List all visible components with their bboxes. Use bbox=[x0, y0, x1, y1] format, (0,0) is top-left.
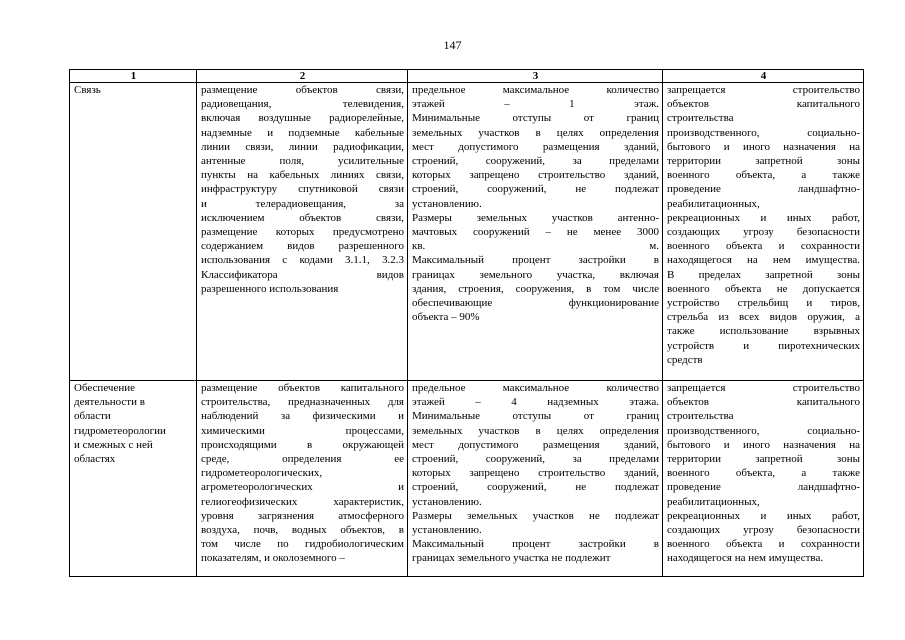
cell-text-line: земельных участков в целях определения bbox=[412, 126, 659, 139]
cell-text-line: гелиогеофизических характеристик, bbox=[201, 495, 404, 508]
cell-text-line: рекреационных и иных работ, bbox=[667, 509, 860, 522]
cell-text-line: среде, определения ее bbox=[201, 453, 404, 466]
cell-text-line: Максимальный процент застройки в bbox=[412, 254, 659, 267]
parameters-cell bbox=[408, 381, 663, 577]
column-header-1: 1 bbox=[70, 70, 197, 83]
cell-text-line: находящегося на нем имущества. bbox=[667, 254, 860, 267]
cell-text-line: объектов капитального bbox=[667, 98, 860, 111]
cell-text-line: устройство стрельбищ и тиров, bbox=[667, 297, 860, 310]
cell-text-line: установлению. bbox=[412, 524, 482, 537]
cell-text-line: производственного, социально- bbox=[667, 126, 860, 139]
description-cell bbox=[197, 381, 408, 577]
cell-text-line: которых запрещено строительство зданий, bbox=[412, 467, 659, 480]
cell-text-line: запрещается строительство bbox=[667, 382, 860, 394]
cell-text-line: инфраструктуру спутниковой связи bbox=[201, 183, 404, 196]
cell-text-line: антенные поля, усилительные bbox=[201, 155, 404, 168]
cell-text-line: земельных участков в целях определения bbox=[412, 424, 659, 437]
cell-text-line: Связь bbox=[74, 84, 101, 96]
cell-text-line: проведение ландшафтно- bbox=[667, 481, 860, 494]
cell-text-line: стрельба из всех видов оружия, а bbox=[667, 311, 860, 324]
page-number: 147 bbox=[443, 38, 462, 52]
cell-text-line: строений, сооружений, за пределами bbox=[412, 453, 659, 466]
cell-text-line: предельное максимальное количество bbox=[412, 382, 659, 394]
regulations-table bbox=[69, 69, 864, 577]
cell-text-line: размещение объектов связи, bbox=[201, 84, 404, 96]
cell-text-line: строительства bbox=[667, 410, 734, 423]
cell-text-line: области bbox=[74, 410, 111, 423]
cell-text-line: создающих угрозу безопасности bbox=[667, 524, 860, 537]
cell-text-line: разрешенного использования bbox=[201, 282, 339, 295]
cell-text-line: строений, сооружений, не подлежат bbox=[412, 183, 659, 196]
cell-text-line: наблюдений за физическими и bbox=[201, 410, 404, 423]
cell-text-line: объекта – 90% bbox=[412, 311, 480, 324]
cell-text-line: проведение ландшафтно- bbox=[667, 183, 860, 196]
cell-text-line: производственного, социально- bbox=[667, 424, 860, 437]
cell-text-line: Размеры земельных участков антенно- bbox=[412, 211, 659, 224]
cell-text-line: рекреационных и иных работ, bbox=[667, 211, 860, 224]
restrictions-cell bbox=[663, 83, 864, 381]
cell-text-line: устройств и пиротехнических bbox=[667, 339, 860, 352]
cell-text-line: объектов капитального bbox=[667, 396, 860, 409]
cell-text-line: запрещается строительство bbox=[667, 84, 860, 96]
column-header-3: 3 bbox=[408, 70, 663, 83]
cell-text-line: уровня загрязнения атмосферного bbox=[201, 509, 404, 522]
cell-text-line: химическими процессами, bbox=[201, 424, 404, 437]
cell-text-line: В пределах запретной зоны bbox=[667, 268, 860, 281]
cell-text-line: мест допустимого размещения зданий, bbox=[412, 140, 659, 153]
cell-text-line: территории запретной зоны bbox=[667, 155, 860, 168]
cell-text-line: создающих угрозу безопасности bbox=[667, 226, 860, 239]
cell-text-line: гидрометеорологических, bbox=[201, 467, 323, 480]
column-header-4: 4 bbox=[663, 70, 864, 83]
cell-text-line: находящегося на нем имущества. bbox=[667, 552, 824, 565]
column-header-2: 2 bbox=[197, 70, 408, 83]
cell-text-line: установлению. bbox=[412, 495, 482, 508]
cell-text-line: здания, строения, сооружения, в том числе bbox=[412, 282, 659, 295]
cell-text-line: военного объекта, а также bbox=[667, 467, 860, 480]
cell-text-line: бытового и иного назначения на bbox=[667, 438, 860, 451]
cell-text-line: линии связи, линии радиофикации, bbox=[201, 140, 404, 153]
cell-text-line: границах земельного участка, включая bbox=[412, 268, 659, 281]
cell-text-line: происходящими в окружающей bbox=[201, 438, 404, 451]
cell-text-line: Максимальный процент застройки в bbox=[412, 538, 659, 551]
cell-text-line: строительства, предназначенных для bbox=[201, 396, 404, 409]
cell-text-line: гидрометеорологии bbox=[74, 424, 166, 437]
use-type-cell bbox=[70, 83, 197, 381]
cell-text-line: установлению. bbox=[412, 197, 482, 210]
cell-text-line: показателям, и околоземного – bbox=[201, 552, 345, 565]
table-row bbox=[70, 381, 864, 577]
cell-text-line: реабилитационных, bbox=[667, 197, 760, 210]
cell-text-line: деятельности в bbox=[74, 396, 145, 409]
cell-text-line: и телерадиовещания, за bbox=[201, 197, 404, 210]
cell-text-line: бытового и иного назначения на bbox=[667, 140, 860, 153]
cell-text-line: Размеры земельных участков не подлежат bbox=[412, 509, 659, 522]
cell-text-line: предельное максимальное количество bbox=[412, 84, 659, 96]
cell-text-line: этажей – 1 этаж. bbox=[412, 98, 659, 111]
cell-text-line: Минимальные отступы от границ bbox=[412, 112, 659, 125]
table-row bbox=[70, 83, 864, 381]
cell-text-line: строений, сооружений, за пределами bbox=[412, 155, 659, 168]
cell-text-line: мачтовых сооружений – не менее 3000 bbox=[412, 226, 659, 239]
cell-text-line: и смежных с ней bbox=[74, 438, 153, 451]
cell-text-line: радиовещания, телевидения, bbox=[201, 98, 404, 111]
cell-text-line: размещение которых предусмотрено bbox=[201, 226, 404, 239]
cell-text-line: военного объекта и сохранности bbox=[667, 538, 860, 551]
cell-text-line: использования с кодами 3.1.1, 3.2.3 bbox=[201, 254, 404, 267]
cell-text-line: размещение объектов капитального bbox=[201, 382, 404, 394]
table-header-row bbox=[70, 70, 864, 83]
cell-text-line: военного объекта и сохранности bbox=[667, 240, 860, 253]
cell-text-line: исключением объектов связи, bbox=[201, 211, 404, 224]
cell-text-line: кв. м. bbox=[412, 240, 659, 253]
cell-text-line: включая воздушные радиорелейные, bbox=[201, 112, 404, 125]
use-type-cell bbox=[70, 381, 197, 577]
cell-text-line: строительства bbox=[667, 112, 734, 125]
cell-text-line: Обеспечение bbox=[74, 382, 135, 394]
cell-text-line: границах земельного участка не подлежит bbox=[412, 552, 611, 565]
cell-text-line: военного объекта, а также bbox=[667, 169, 860, 182]
cell-text-line: том числе по гидробиологическим bbox=[201, 538, 404, 551]
description-cell bbox=[197, 83, 408, 381]
cell-text-line: содержанием видов разрешенного bbox=[201, 240, 404, 253]
parameters-cell bbox=[408, 83, 663, 381]
cell-text-line: воздуха, почв, водных объектов, в bbox=[201, 524, 404, 537]
cell-text-line: обеспечивающие функционирование bbox=[412, 297, 659, 310]
cell-text-line: территории запретной зоны bbox=[667, 453, 860, 466]
cell-text-line: Классификатора видов bbox=[201, 268, 404, 281]
cell-text-line: которых запрещено строительство зданий, bbox=[412, 169, 659, 182]
cell-text-line: реабилитационных, bbox=[667, 495, 760, 508]
cell-text-line: военного объекта не допускается bbox=[667, 282, 860, 295]
cell-text-line: надземные и подземные кабельные bbox=[201, 126, 404, 139]
cell-text-line: областях bbox=[74, 453, 116, 466]
cell-text-line: также использование взрывных bbox=[667, 325, 860, 338]
restrictions-cell bbox=[663, 381, 864, 577]
cell-text-line: пункты на кабельных линиях связи, bbox=[201, 169, 404, 182]
cell-text-line: мест допустимого размещения зданий, bbox=[412, 438, 659, 451]
cell-text-line: агрометеорологических и bbox=[201, 481, 404, 494]
cell-text-line: Минимальные отступы от границ bbox=[412, 410, 659, 423]
cell-text-line: средств bbox=[667, 353, 703, 366]
cell-text-line: строений, сооружений, не подлежат bbox=[412, 481, 659, 494]
cell-text-line: этажей – 4 надземных этажа. bbox=[412, 396, 659, 409]
